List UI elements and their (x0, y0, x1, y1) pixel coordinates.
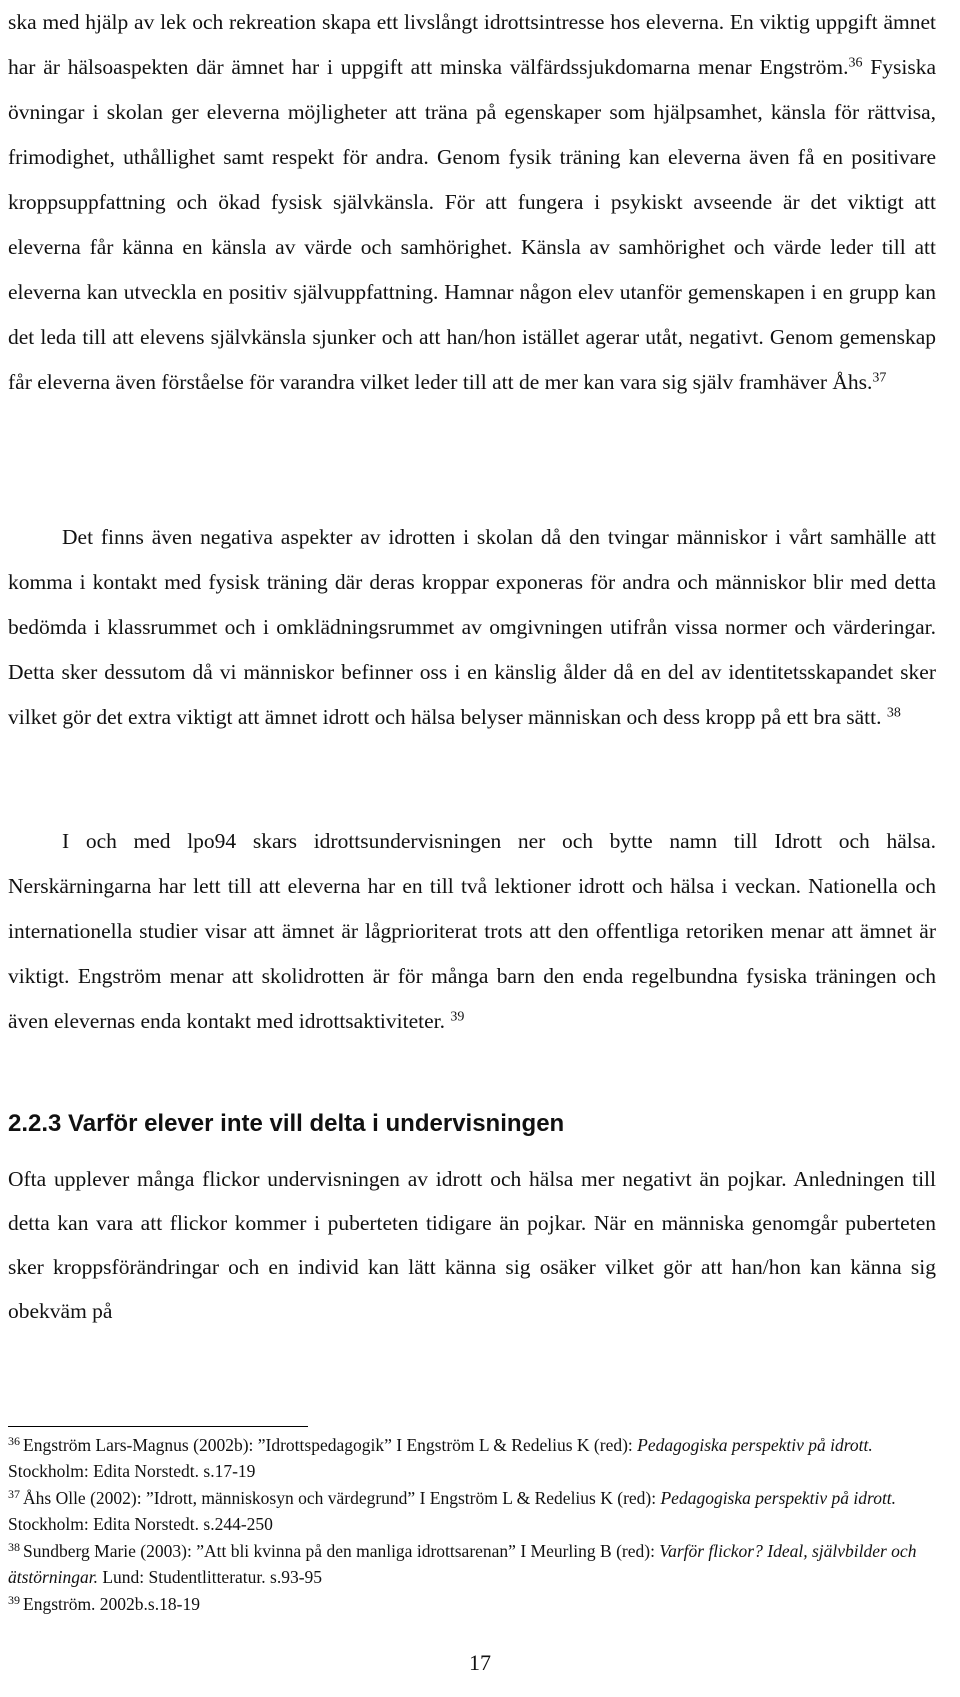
footnote-separator (8, 1426, 308, 1427)
paragraph-2 (8, 515, 936, 740)
footnote-text-end: Stockholm: Edita Norstedt. s.17-19 (8, 1461, 256, 1481)
paragraph-4 (8, 1157, 936, 1333)
paragraph-1 (8, 0, 936, 405)
paragraph-4-text: Ofta upplever många flickor undervisningen av idrott och hälsa mer negativt än pojkar. Anledningen till detta kan vara att flickor kommer i puberteten tidigare än pojkar. När en människa genomgår puberteten sker kroppsförändringar och en individ kan lätt känna sig osäker vilket gör att han/hon kan känna sig obekväm på (8, 1167, 936, 1323)
paragraph-1-text-a: ska med hjälp av lek och rekreation skapa ett livslångt idrottsintresse hos eleverna. En viktig uppgift ämnet har är hälsoaspekten där ämnet har i uppgift att minska välfärdssjukdomarna menar Engström. (8, 10, 936, 79)
footnote-ref-36: 36 (848, 55, 863, 71)
footnote-number: 36 (8, 1434, 20, 1448)
footnote-number: 37 (8, 1487, 20, 1501)
footnote-italic-title: Varför flickor? Ideal, självbilder och ätstörningar. (8, 1541, 917, 1587)
footnote-text-end: Lund: Studentlitteratur. s.93-95 (97, 1567, 323, 1587)
paragraph-2-text: Det finns även negativa aspekter av idrotten i skolan då den tvingar människor i vårt samhälle att komma i kontakt med fysisk träning där deras kroppar exponeras för andra och människor blir med detta bedömda i klassrummet och i omklädningsrummet av omgivningen utifrån vissa normer och värderingar. Detta sker dessutom då vi människor befinner oss i en känslig ålder då en del av identitetsskapandet sker vilket gör det extra viktigt att ämnet idrott och hälsa belyser människan och dess kropp på ett bra sätt. (8, 525, 936, 729)
footnote-number: 38 (8, 1540, 20, 1554)
footnote-ref-38: 38 (886, 705, 901, 721)
footnote-text: Åhs Olle (2002): ”Idrott, människosyn och värdegrund” I Engström L & Redelius K (red): (23, 1488, 661, 1508)
page-number: 17 (469, 1650, 491, 1675)
footnote-39 (8, 1591, 936, 1617)
footnote-italic-title: Pedagogiska perspektiv på idrott. (660, 1488, 897, 1508)
footnote-text: Sundberg Marie (2003): ”Att bli kvinna på den manliga idrottsarenan” I Meurling B (red): (23, 1541, 660, 1561)
footnote-text: Engström. 2002b.s.18-19 (23, 1594, 200, 1614)
paragraph-1-text-b: Fysiska övningar i skolan ger eleverna möjligheter att träna på egenskaper som hjälpsamhet, känsla för rättvisa, frimodighet, uthållighet samt respekt för andra. Genom fysik träning kan eleverna även få en positivare kroppsuppfattning och ökad fysisk självkänsla. För att fungera i psykiskt avseende är det viktigt att eleverna får känna en känsla av värde och samhörighet. Känsla av samhörighet och värde leder till att eleverna kan utveckla en positiv självuppfattning. Hamnar någon elev utanför gemenskapen i en grupp kan det leda till att elevens självkänsla sjunker och att han/hon istället agerar utåt, negativt. Genom gemenskap får eleverna även förståelse för varandra vilket leder till att de mer kan vara sig själv framhäver Åhs. (8, 55, 936, 394)
section-heading: 2.2.3 Varför elever inte vill delta i undervisningen (8, 1110, 565, 1137)
footnote-36 (8, 1432, 936, 1484)
footnote-ref-39: 39 (450, 1009, 465, 1025)
paragraph-3-text: I och med lpo94 skars idrottsundervisningen ner och bytte namn till Idrott och hälsa. Nerskärningarna har lett till att eleverna har en till två lektioner idrott och hälsa i veckan. Nationella och internationella studier visar att ämnet är lågprioriterat trots att den offentliga retoriken menar att ämnet är viktigt. Engström menar att skolidrotten är för många barn den enda regelbundna fysiska träningen och även elevernas enda kontakt med idrottsaktiviteter. (8, 829, 936, 1033)
footnote-text-end: Stockholm: Edita Norstedt. s.244-250 (8, 1514, 273, 1534)
footnote-number: 39 (8, 1593, 20, 1607)
footnote-text: Engström Lars-Magnus (2002b): ”Idrottspedagogik” I Engström L & Redelius K (red): (23, 1435, 638, 1455)
footnote-italic-title: Pedagogiska perspektiv på idrott. (637, 1435, 873, 1455)
footnote-38 (8, 1538, 936, 1590)
footnote-37 (8, 1485, 936, 1537)
paragraph-3 (8, 819, 936, 1044)
footnote-ref-37: 37 (872, 370, 887, 386)
